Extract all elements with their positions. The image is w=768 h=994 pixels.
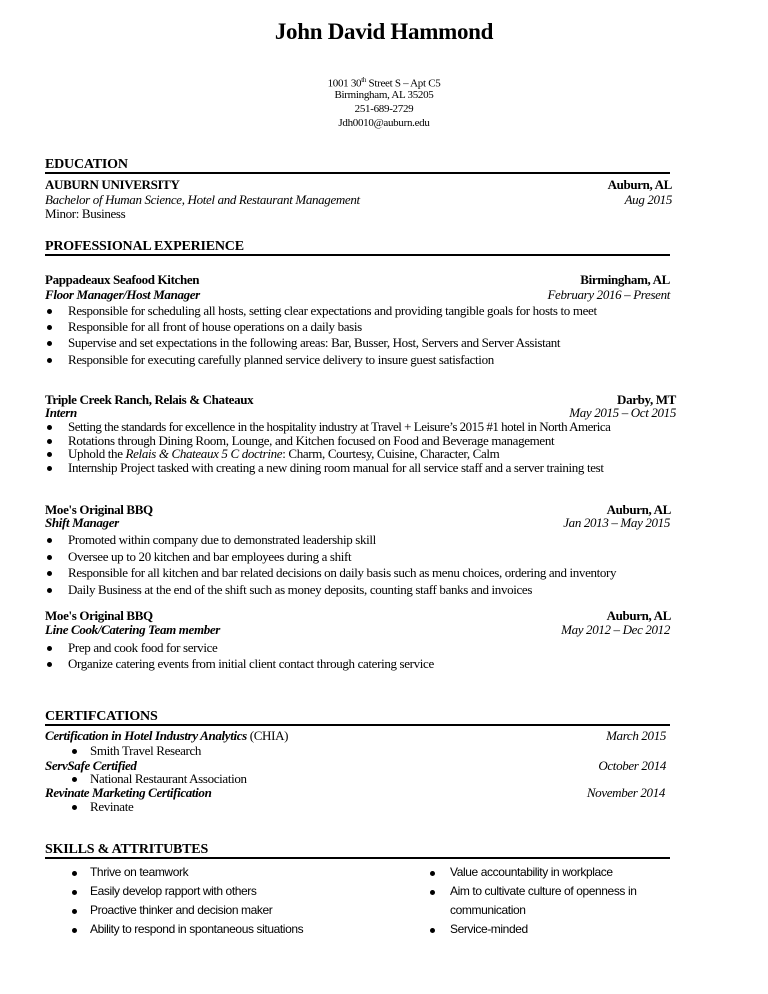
- bullet-icon: [72, 871, 77, 876]
- skill-item: Easily develop rapport with others: [90, 884, 257, 898]
- job-company: Pappadeaux Seafood Kitchen: [45, 272, 200, 287]
- job-bullet: Internship Project tasked with creating a new dining room manual for all service staff and a server training test: [68, 460, 604, 475]
- skill-item: Thrive on teamwork: [90, 865, 189, 879]
- job-role: Shift Manager: [45, 515, 119, 530]
- job-bullet: [68, 446, 499, 461]
- job-bullet: Organize catering events from initial client contact through catering service: [68, 656, 434, 671]
- bullet-icon: [47, 555, 52, 560]
- job-dates: February 2016 – Present: [547, 287, 670, 302]
- phone: 251-689-2729: [354, 103, 414, 115]
- address-line-2: Birmingham, AL 35205: [334, 89, 434, 101]
- bullet-icon: [47, 452, 52, 457]
- bullet-icon: [47, 466, 52, 471]
- bullet-icon: [47, 571, 52, 576]
- job-location: Auburn, AL: [606, 502, 671, 517]
- address-number: 1001 30: [327, 77, 362, 90]
- doctrine-name: Relais & Chateaux 5 C doctrine: [125, 446, 283, 461]
- bullet-icon: [430, 871, 435, 876]
- bullet-icon: [47, 358, 52, 363]
- bullet-icon: [72, 909, 77, 914]
- job-dates: May 2012 – Dec 2012: [561, 622, 670, 637]
- section-title-education: EDUCATION: [45, 157, 128, 172]
- job-bullet: Responsible for executing carefully planned service delivery to insure guest satisfaction: [68, 352, 494, 367]
- job-bullet: Setting the standards for excellence in the hospitality industry at Travel + Leisure’s 2015 #1 hotel in North America: [68, 419, 611, 434]
- job-company: Triple Creek Ranch, Relais & Chateaux: [45, 392, 254, 407]
- address-street: Street S – Apt C5: [366, 77, 441, 90]
- cert-date: October 2014: [598, 758, 666, 773]
- bullet-icon: [430, 890, 435, 895]
- job-bullet: Daily Business at the end of the shift such as money deposits, counting staff banks and invoices: [68, 582, 533, 597]
- bullet-icon: [72, 777, 77, 782]
- bullet-icon: [47, 662, 52, 667]
- skill-item: Service-minded: [450, 922, 528, 936]
- job-bullet: Responsible for all kitchen and bar related decisions on daily basis such as menu choices, ordering and inventory: [68, 565, 617, 580]
- cert-date: March 2015: [606, 728, 666, 743]
- cert-abbrev: (CHIA): [246, 728, 289, 743]
- job-company: Moe's Original BBQ: [45, 608, 153, 623]
- cert-issuer: National Restaurant Association: [90, 771, 247, 786]
- minor: Minor: Business: [45, 206, 126, 221]
- job-location: Birmingham, AL: [580, 272, 670, 287]
- cert-name: ServSafe Certified: [45, 758, 137, 773]
- section-rule: [45, 254, 670, 256]
- job-bullet: Oversee up to 20 kitchen and bar employees during a shift: [68, 549, 352, 564]
- job-dates: Jan 2013 – May 2015: [563, 515, 670, 530]
- job-location: Darby, MT: [617, 392, 676, 407]
- address-suffix: th: [361, 76, 367, 84]
- school-name: AUBURN UNIVERSITY: [45, 177, 180, 192]
- bullet-text: : Charm, Courtesy, Cuisine, Character, Calm: [282, 446, 500, 461]
- cert-title: Certification in Hotel Industry Analytics: [45, 728, 247, 743]
- job-role: Line Cook/Catering Team member: [45, 622, 220, 637]
- job-bullet: Rotations through Dining Room, Lounge, and Kitchen focused on Food and Beverage management: [68, 433, 555, 448]
- bullet-icon: [47, 646, 52, 651]
- skill-item-continued: communication: [450, 903, 526, 917]
- bullet-icon: [72, 749, 77, 754]
- bullet-icon: [72, 890, 77, 895]
- job-dates: May 2015 – Oct 2015: [569, 405, 676, 420]
- bullet-icon: [47, 341, 52, 346]
- job-location: Auburn, AL: [606, 608, 671, 623]
- cert-date: November 2014: [586, 785, 665, 800]
- cert-name: Revinate Marketing Certification: [45, 785, 212, 800]
- skill-item: Value accountability in workplace: [450, 865, 613, 879]
- section-title-skills: SKILLS & ATTRITUBTES: [45, 842, 209, 857]
- job-bullet: Responsible for scheduling all hosts, setting clear expectations and providing tangible goals for hosts to meet: [68, 303, 597, 318]
- school-location: Auburn, AL: [607, 177, 672, 192]
- bullet-icon: [72, 805, 77, 810]
- cert-name: [45, 728, 288, 743]
- bullet-icon: [47, 538, 52, 543]
- job-role: Floor Manager/Host Manager: [45, 287, 200, 302]
- job-bullet: Promoted within company due to demonstrated leadership skill: [68, 532, 376, 547]
- skill-item: Proactive thinker and decision maker: [90, 903, 273, 917]
- bullet-icon: [47, 588, 52, 593]
- section-rule: [45, 172, 670, 174]
- bullet-icon: [72, 928, 77, 933]
- job-bullet: Responsible for all front of house operations on a daily basis: [68, 319, 362, 334]
- bullet-text: Uphold the: [68, 446, 126, 461]
- resume-name: John David Hammond: [274, 19, 494, 44]
- job-bullet: Supervise and set expectations in the following areas: Bar, Busser, Host, Servers and Server Assistant: [68, 335, 561, 350]
- skill-item: Ability to respond in spontaneous situations: [90, 922, 304, 936]
- email[interactable]: Jdh0010@auburn.edu: [338, 117, 430, 129]
- degree-date: Aug 2015: [624, 192, 672, 207]
- job-role: Intern: [45, 405, 77, 420]
- bullet-icon: [47, 309, 52, 314]
- job-bullet: Prep and cook food for service: [68, 640, 218, 655]
- bullet-icon: [47, 439, 52, 444]
- bullet-icon: [430, 928, 435, 933]
- degree: Bachelor of Human Science, Hotel and Restaurant Management: [45, 192, 360, 207]
- cert-issuer: Smith Travel Research: [90, 743, 202, 758]
- bullet-icon: [47, 325, 52, 330]
- skill-item: Aim to cultivate culture of openness in: [450, 884, 637, 898]
- section-title-experience: PROFESSIONAL EXPERIENCE: [45, 239, 244, 254]
- bullet-icon: [47, 425, 52, 430]
- section-rule: [45, 857, 670, 859]
- section-rule: [45, 724, 670, 726]
- job-company: Moe's Original BBQ: [45, 502, 153, 517]
- section-title-certifications: CERTIFCATIONS: [45, 709, 158, 724]
- cert-issuer: Revinate: [90, 799, 134, 814]
